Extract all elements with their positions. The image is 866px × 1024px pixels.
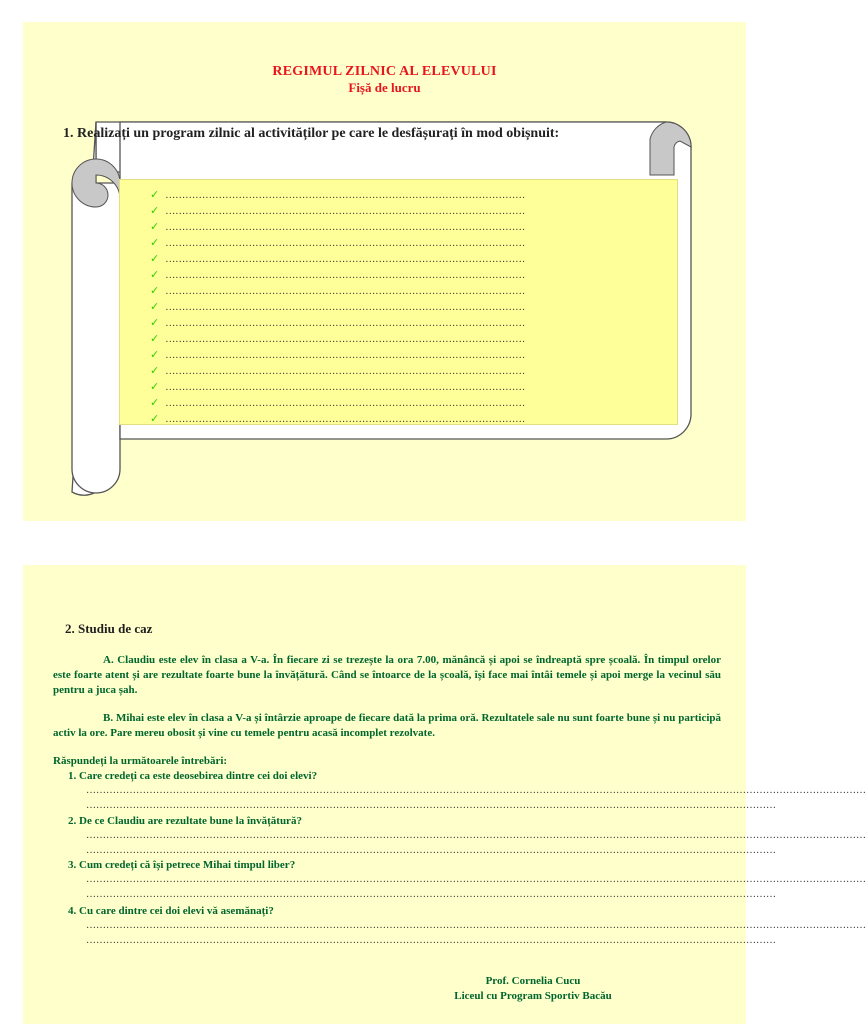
case-study-a: A. Claudiu este elev în clasa a V-a. În fiecare zi se trezește la ora 7.00, mănâncă și apoi se îndreaptă spre școală. În timpul orelor este foarte atent și are rezultate foarte bune la învățătură. Când se întoarce de la școală, își face mai întâi temele și apoi merge la vecinul său pentru a juca șah. [53,654,721,696]
checkmark-icon: ✓ [150,348,160,361]
answer-line: ……………………………………………………………………………………………………………………………………………………………………………………………………………… [86,785,866,796]
checkmark-icon: ✓ [150,380,160,393]
checkmark-icon: ✓ [150,332,160,345]
checklist-item [150,411,670,427]
checklist-blank-line: ……………………………………………………………………………………………… [165,270,526,281]
checklist-item [150,331,670,347]
checklist-item [150,251,670,267]
daily-program-checklist [119,179,678,425]
task-1-instruction: 1. Realizați un program zilnic al activităților pe care le desfășurați în mod obișnuit: [63,126,560,141]
checklist-item [150,315,670,331]
worksheet-page-1 [23,22,746,521]
checklist-blank-line: ……………………………………………………………………………………………… [165,286,526,297]
checklist-blank-line: ……………………………………………………………………………………………… [165,190,526,201]
checkmark-icon: ✓ [150,236,160,249]
checklist-blank-line: ……………………………………………………………………………………………… [165,398,526,409]
worksheet-subtitle: Fișă de lucru [348,80,421,95]
checklist-item [150,283,670,299]
checkmark-icon: ✓ [150,316,160,329]
case-study-title: 2. Studiu de caz [65,621,153,636]
checkmark-icon: ✓ [150,252,160,265]
checkmark-icon: ✓ [150,300,160,313]
author-name: Prof. Cornelia Cucu [485,975,581,987]
checkmark-icon: ✓ [150,220,160,233]
checklist-item [150,299,670,315]
answer-line: ……………………………………………………………………………………………………………………………………………………………………………………… [86,800,776,811]
checklist-item [150,203,670,219]
checklist-blank-line: ……………………………………………………………………………………………… [165,302,526,313]
checklist-item [150,219,670,235]
checklist-item [150,395,670,411]
checklist-blank-line: ……………………………………………………………………………………………… [165,350,526,361]
checklist-blank-line: ……………………………………………………………………………………………… [165,238,526,249]
case-study-b: B. Mihai este elev în clasa a V-a și întârzie aproape de fiecare dată la prima oră. Rezultatele sale nu sunt foarte bune și nu participă activ la ore. Pare mereu obosit și vine cu temele pentru acasă incomplet rezolvate. [53,712,721,739]
answer-line: ……………………………………………………………………………………………………………………………………………………………………………………………………………… [86,874,866,885]
worksheet-title: REGIMUL ZILNIC AL ELEVULUI [272,64,497,79]
worksheet-page-2 [23,565,866,1024]
checklist-blank-line: ……………………………………………………………………………………………… [165,382,526,393]
checklist-blank-line: ……………………………………………………………………………………………… [165,254,526,265]
checkmark-icon: ✓ [150,284,160,297]
checklist-blank-line: ……………………………………………………………………………………………… [165,206,526,217]
checklist-item [150,267,670,283]
checklist-blank-line: ……………………………………………………………………………………………… [165,334,526,345]
question-3: 3. Cum credeți că își petrece Mihai timpul liber? [68,859,296,871]
answer-line: ……………………………………………………………………………………………………………………………………………………………………………………………………………… [86,830,866,841]
checkmark-icon: ✓ [150,268,160,281]
checklist-item [150,235,670,251]
checklist-blank-line: ……………………………………………………………………………………………… [165,318,526,329]
question-4: 4. Cu care dintre cei doi elevi vă asemănați? [68,905,274,917]
checkmark-icon: ✓ [150,188,160,201]
answer-line: ……………………………………………………………………………………………………………………………………………………………………………………………………………… [86,920,866,931]
checklist-item [150,363,670,379]
school-name: Liceul cu Program Sportiv Bacău [454,990,612,1002]
checklist-blank-line: ……………………………………………………………………………………………… [165,414,526,425]
checklist-blank-line: ……………………………………………………………………………………………… [165,366,526,377]
question-1: 1. Care credeți ca este deosebirea dintre cei doi elevi? [68,770,318,782]
checkmark-icon: ✓ [150,204,160,217]
questions-intro: Răspundeți la următoarele întrebări: [53,755,228,767]
checkmark-icon: ✓ [150,364,160,377]
checkmark-icon: ✓ [150,396,160,409]
answer-line: ……………………………………………………………………………………………………………………………………………………………………………………… [86,935,776,946]
answer-line: ……………………………………………………………………………………………………………………………………………………………………………………… [86,845,776,856]
checklist-blank-line: ……………………………………………………………………………………………… [165,222,526,233]
answer-line: ……………………………………………………………………………………………………………………………………………………………………………………… [86,889,776,900]
checkmark-icon: ✓ [150,412,160,425]
checklist-item [150,347,670,363]
checklist-item [150,379,670,395]
checklist-item [150,187,670,203]
question-2: 2. De ce Claudiu are rezultate bune la învățătură? [68,815,302,827]
